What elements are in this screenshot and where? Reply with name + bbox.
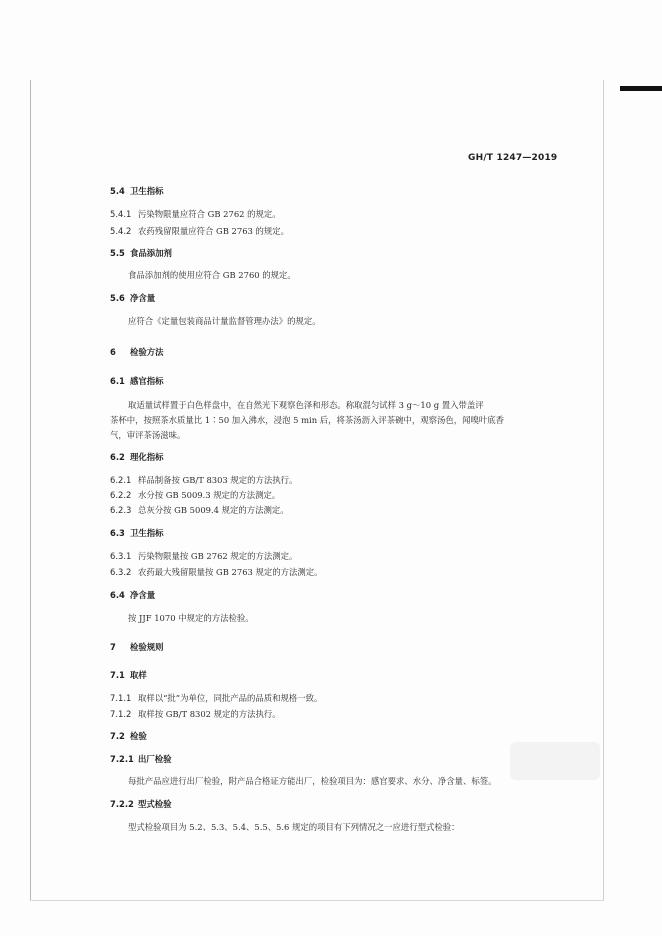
subsection-heading: 7.2.1 出厂检验 bbox=[110, 754, 172, 764]
clause-item: 6.2.2 水分按 GB 5009.3 规定的方法测定。 bbox=[110, 490, 281, 500]
section-heading: 7.2 检验 bbox=[110, 731, 147, 741]
clause-item: 6.3.1 污染物限量按 GB 2762 规定的方法测定。 bbox=[110, 551, 298, 561]
scan-edge-left bbox=[30, 80, 31, 900]
clause-item: 7.1.1 取样以“批”为单位，同批产品的品质和规格一致。 bbox=[110, 693, 323, 703]
paragraph: 每批产品应进行出厂检验，附产品合格证方能出厂，检验项目为：感官要求、水分、净含量、标签。 bbox=[128, 776, 497, 786]
section-heading: 5.5 食品添加剂 bbox=[110, 248, 172, 258]
clause-item: 6.3.2 农药最大残留限量按 GB 2763 规定的方法测定。 bbox=[110, 567, 323, 577]
paragraph: 取适量试样置于白色样盘中，在自然光下观察色泽和形态。称取混匀试样 3 g～10 g 置入带盖评 bbox=[128, 400, 484, 410]
section-heading: 6.3 卫生指标 bbox=[110, 528, 164, 538]
corner-mark bbox=[620, 86, 662, 91]
paragraph: 按 JJF 1070 中规定的方法检验。 bbox=[128, 613, 254, 623]
clause-item: 5.4.2 农药残留限量应符合 GB 2763 的规定。 bbox=[110, 226, 290, 236]
section-heading: 5.4 卫生指标 bbox=[110, 186, 164, 196]
scan-smudge bbox=[510, 742, 600, 780]
section-heading: 6.1 感官指标 bbox=[110, 376, 164, 386]
section-heading: 6.2 理化指标 bbox=[110, 452, 164, 462]
section-heading: 6.4 净含量 bbox=[110, 590, 156, 600]
clause-item: 6.2.3 总灰分按 GB 5009.4 规定的方法测定。 bbox=[110, 505, 289, 515]
subsection-heading: 7.2.2 型式检验 bbox=[110, 799, 172, 809]
paragraph-continuation: 气，审评茶汤滋味。 bbox=[110, 430, 186, 440]
paragraph-continuation: 茶杯中，按照茶水质量比 1∶50 加入沸水，浸泡 5 min 后，将茶汤沥入评茶碗中，观察汤色，闻嗅叶底香 bbox=[110, 415, 505, 425]
chapter-heading: 6 检验方法 bbox=[110, 347, 164, 357]
chapter-heading: 7 检验规则 bbox=[110, 642, 164, 652]
section-heading: 5.6 净含量 bbox=[110, 293, 156, 303]
paragraph: 型式检验项目为 5.2、5.3、5.4、5.5、5.6 规定的项目有下列情况之一应进行型式检验： bbox=[128, 822, 460, 832]
paragraph: 食品添加剂的使用应符合 GB 2760 的规定。 bbox=[128, 270, 296, 280]
paragraph: 应符合《定量包装商品计量监督管理办法》的规定。 bbox=[128, 316, 321, 326]
scan-edge-bottom bbox=[30, 900, 604, 901]
standard-code: GH/T 1247—2019 bbox=[468, 153, 558, 163]
clause-item: 5.4.1 污染物限量应符合 GB 2762 的规定。 bbox=[110, 209, 281, 219]
clause-item: 7.1.2 取样按 GB/T 8302 规定的方法执行。 bbox=[110, 709, 281, 719]
section-heading: 7.1 取样 bbox=[110, 670, 147, 680]
scan-edge-right bbox=[603, 80, 604, 900]
clause-item: 6.2.1 样品制备按 GB/T 8303 规定的方法执行。 bbox=[110, 475, 298, 485]
